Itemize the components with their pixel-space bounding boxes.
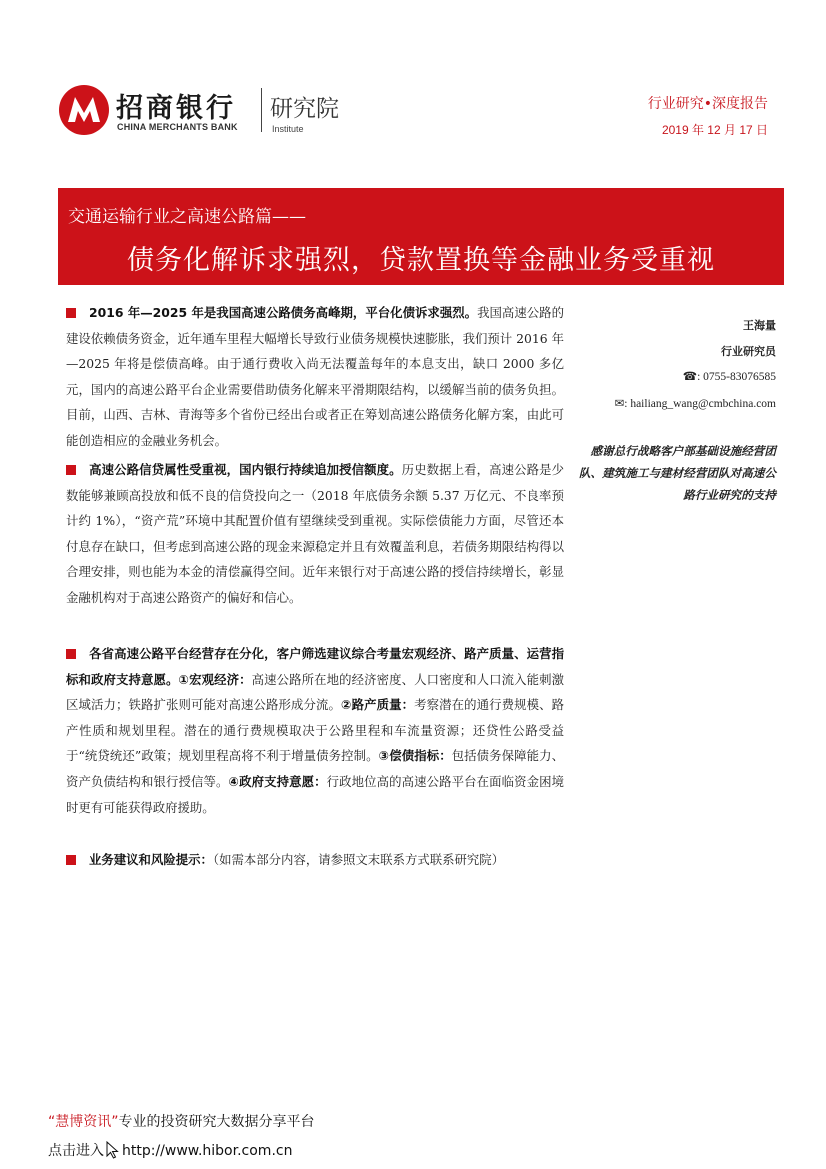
phone-number: 0755-83076585 <box>703 371 776 383</box>
email-icon: ✉: <box>614 398 628 410</box>
footer-promo <box>48 1111 315 1131</box>
logo-chinese-name: 招商银行 <box>116 93 236 124</box>
paragraph-lead: 2016 年—2025 年是我国高速公路债务高峰期，平台化债诉求强烈。 <box>89 305 478 320</box>
report-type: 行业研究•深度报告 <box>647 96 768 112</box>
cmb-logo-icon <box>58 84 110 136</box>
bullet-square-icon <box>66 855 76 865</box>
footer-link-row[interactable] <box>48 1140 292 1160</box>
institute-english-name: Institute <box>272 124 304 134</box>
author-name: 王海量 <box>743 319 776 332</box>
cursor-icon <box>106 1141 120 1159</box>
footer-url-link[interactable]: http://www.hibor.com.cn <box>122 1143 293 1159</box>
paragraph-text: （如需本部分内容，请参照文末联系方式联系研究院） <box>212 852 505 867</box>
logo-english-name: CHINA MERCHANTS BANK <box>117 122 238 132</box>
paragraph-subheading: ②路产质量： <box>341 697 415 713</box>
banner-title: 债务化解诉求强烈，贷款置换等金融业务受重视 <box>127 245 715 276</box>
paragraph-text: 历史数据上看，高速公路是少数能够兼顾高投放和低不良的信贷投向之一（2018 年底债务余额 5.37 万亿元、不良率预计约 1%），“资产荒”环境中其配置价值有望继续受到重视。实际偿债能力方面，尽管还本付息存在缺口，但考虑到高速公路的现金来源稳定并且有效覆盖利息，若债务期限结构得以合理安排，则也能为本金的清偿赢得空间。近年来银行对于高速公路的授信持续增长，彰显金融机构对于高速公路资产的偏好和信心。 <box>66 462 564 605</box>
author-email <box>615 396 776 410</box>
summary-paragraph <box>66 457 564 611</box>
paragraph-subheading: ③偿债指标： <box>378 748 452 764</box>
bullet-square-icon <box>66 465 76 475</box>
institute-name: 研究院 <box>270 96 339 122</box>
paragraph-text: 考察潜在的通行费规模、路产性质和规划里程。潜在的通行费规模取决于公路里程和车流量资源；还贷性公路受益于“统贷统还”政策；规划里程高将不利于增量债务控制。 <box>66 697 564 764</box>
paragraph-subheading: ④政府支持意愿： <box>228 773 327 789</box>
paragraph-lead: 高速公路信贷属性受重视，国内银行持续追加授信额度。 <box>89 462 402 477</box>
logo-divider <box>261 88 262 132</box>
paragraph-text: 高速公路所在地的经济密度、人口密度和人口流入能刺激区域活力；铁路扩张则可能对高速公路形成分流。 <box>66 671 564 713</box>
footer-tagline: 专业的投资研究大数据分享平台 <box>118 1114 315 1130</box>
report-date: 2019 年 12 月 17 日 <box>661 123 768 137</box>
author-title: 行业研究员 <box>721 345 776 358</box>
summary-paragraph <box>66 300 564 454</box>
paragraph-text: 包括债务保障能力、资产负债结构和银行授信等。 <box>66 748 564 789</box>
paragraph-lead: 各省高速公路平台经营存在分化，客户筛选建议综合考量宏观经济、路产质量、运营指标和政府支持意愿。①宏观经济： <box>66 646 564 687</box>
paragraph-text: 我国高速公路的建设依赖债务资金，近年通车里程大幅增长导致行业债务规模快速膨胀，我们预计 2016 年—2025 年将是偿债高峰。由于通行费收入尚无法覆盖每年的本息支出，缺口 2000 多亿元，国内的高速公路平台企业需要借助债务化解来平滑期限结构，以缓解当前的债务负担。目前，山西、吉林、青海等多个省份已经出台或者正在筹划高速公路债务化解方案，由此可能创造相应的金融业务机会。 <box>66 305 564 448</box>
bullet-square-icon <box>66 308 76 318</box>
author-phone <box>683 369 776 383</box>
title-banner <box>58 188 784 285</box>
banner-subtitle: 交通运输行业之高速公路篇—— <box>68 207 306 227</box>
email-address[interactable]: hailiang_wang@cmbchina.com <box>630 398 776 410</box>
phone-icon: ☎: <box>682 371 701 383</box>
paragraph-lead: 业务建议和风险提示： <box>89 852 213 867</box>
footer-enter-label: 点击进入 <box>48 1143 104 1159</box>
paragraph-text: 行政地位高的高速公路平台在面临资金困境时更有可能获得政府援助。 <box>66 773 564 815</box>
summary-paragraph <box>66 641 564 820</box>
footer-brand: “慧博资讯” <box>48 1114 119 1130</box>
bullet-square-icon <box>66 649 76 659</box>
acknowledgement: 感谢总行战略客户部基础设施经营团队、建筑施工与建材经营团队对高速公路行业研究的支持 <box>578 444 776 502</box>
summary-paragraph <box>66 847 564 873</box>
